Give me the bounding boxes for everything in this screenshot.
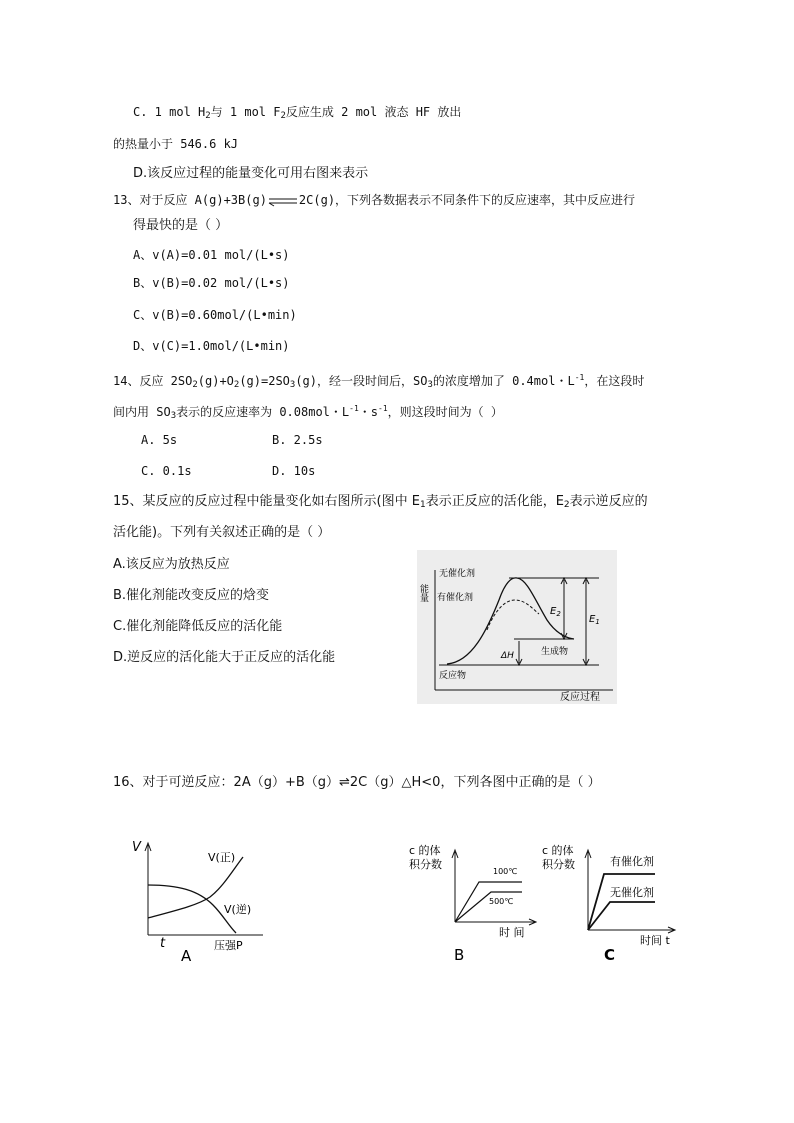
fig-b-ylabel-line1: c 的体 (409, 844, 441, 857)
fig-b-500c-label: 500℃ (489, 897, 514, 906)
e2-label: $E_2$ (550, 606, 561, 618)
delta-h-label: ΔH (501, 651, 514, 661)
energy-y-label: 能量 (418, 584, 428, 602)
fig-a-caption: A (181, 947, 192, 965)
q15-option-c: C.催化剂能降低反应的活化能 (113, 619, 283, 634)
q13-option-a: A、v(A)=0.01 mol/(L•s) (133, 248, 290, 262)
fig-b-ylabel-line2: 积分数 (409, 858, 442, 871)
fig-b-caption: B (454, 946, 465, 964)
q14-stem: 14、反应 $2SO_2(g)+O_2(g)=2SO_3(g)$，经一段时间后，$SO_3$的浓度增加了 0.4mol・$L^{-1}$，在这段时 (113, 373, 645, 390)
fig-c-x-label: 时间 t (640, 934, 670, 947)
q14-option-c: C. 0.1s (141, 464, 192, 478)
q13-stem-cont: 得最快的是（ ） (133, 218, 229, 233)
fig-a-v-label: V (132, 840, 141, 855)
q13-option-c: C、v(B)=0.60mol/(L•min) (133, 308, 297, 322)
fig-b-100c-label: 100℃ (493, 867, 518, 876)
q14-option-d: D. 10s (272, 464, 316, 478)
q15-stem: 15、某反应的反应过程中能量变化如右图所示(图中 $E_1$表示正反应的活化能，$E_2$表示逆反应的 (113, 494, 648, 510)
q14-stem-cont: 间内用 $SO_3$表示的反应速率为 0.08mol・$L^{-1}$・$s^{-1}$，则这段时间为（ ） (113, 404, 503, 421)
figure-a (128, 835, 268, 970)
q13-option-b: B、v(B)=0.02 mol/(L•s) (133, 276, 290, 290)
with-catalyst-label: 有催化剂 (437, 593, 474, 603)
fig-b-x-label: 时 间 (499, 926, 525, 939)
product-label: 生成物 (541, 647, 569, 657)
fig-c-ylabel-line2: 积分数 (542, 858, 575, 871)
q14-option-b: B. 2.5s (272, 433, 323, 447)
fig-a-t-label: t (160, 936, 166, 951)
q12-option-c: C. 1 mol $H_2$与 1 mol $F_2$反应生成 2 mol 液态 HF 放出 (133, 105, 462, 121)
energy-diagram (417, 550, 617, 704)
no-catalyst-label: 无催化剂 (439, 569, 476, 579)
fig-c-with-catalyst-label: 有催化剂 (610, 855, 654, 868)
fig-a-v-forward-label: V(正) (208, 851, 236, 864)
q16-stem: 16、对于可逆反应：2A（g）+B（g）⇌2C（g）△H<0，下列各图中正确的是（ ） (113, 775, 601, 790)
reactant-label: 反应物 (439, 671, 467, 681)
q15-option-d: D.逆反应的活化能大于正反应的活化能 (113, 650, 336, 665)
q12-option-c-cont: 的热量小于 546.6 kJ (113, 137, 239, 151)
q13-stem: 13、对于反应 A(g)+3B(g) 2C(g)，下列各数据表示不同条件下的反应速率，其中反应进行 (113, 193, 636, 207)
q15-option-a: A.该反应为放热反应 (113, 557, 230, 572)
q15-option-b: B.催化剂能改变反应的焓变 (113, 588, 270, 603)
fig-c-ylabel-line1: c 的体 (542, 844, 574, 857)
fig-c-line-no-catalyst (588, 902, 655, 930)
fig-a-x-label: 压强P (214, 939, 243, 952)
e1-label: $E_1$ (589, 614, 600, 626)
fig-c-no-catalyst-label: 无催化剂 (610, 886, 654, 899)
q14-option-a: A. 5s (141, 433, 178, 447)
figure-c (540, 840, 680, 965)
q12-option-d: D.该反应过程的能量变化可用右图来表示 (133, 166, 369, 181)
figure-b (407, 840, 537, 965)
q15-stem-cont: 活化能)。下列有关叙述正确的是（ ） (113, 525, 331, 540)
fig-a-forward-curve (148, 885, 236, 933)
equilibrium-arrow-icon (267, 195, 299, 207)
energy-x-label: 反应过程 (560, 692, 600, 703)
fig-c-caption: C (604, 946, 616, 964)
q13-option-d: D、v(C)=1.0mol/(L•min) (133, 339, 290, 353)
fig-a-v-reverse-label: V(逆) (224, 903, 252, 916)
